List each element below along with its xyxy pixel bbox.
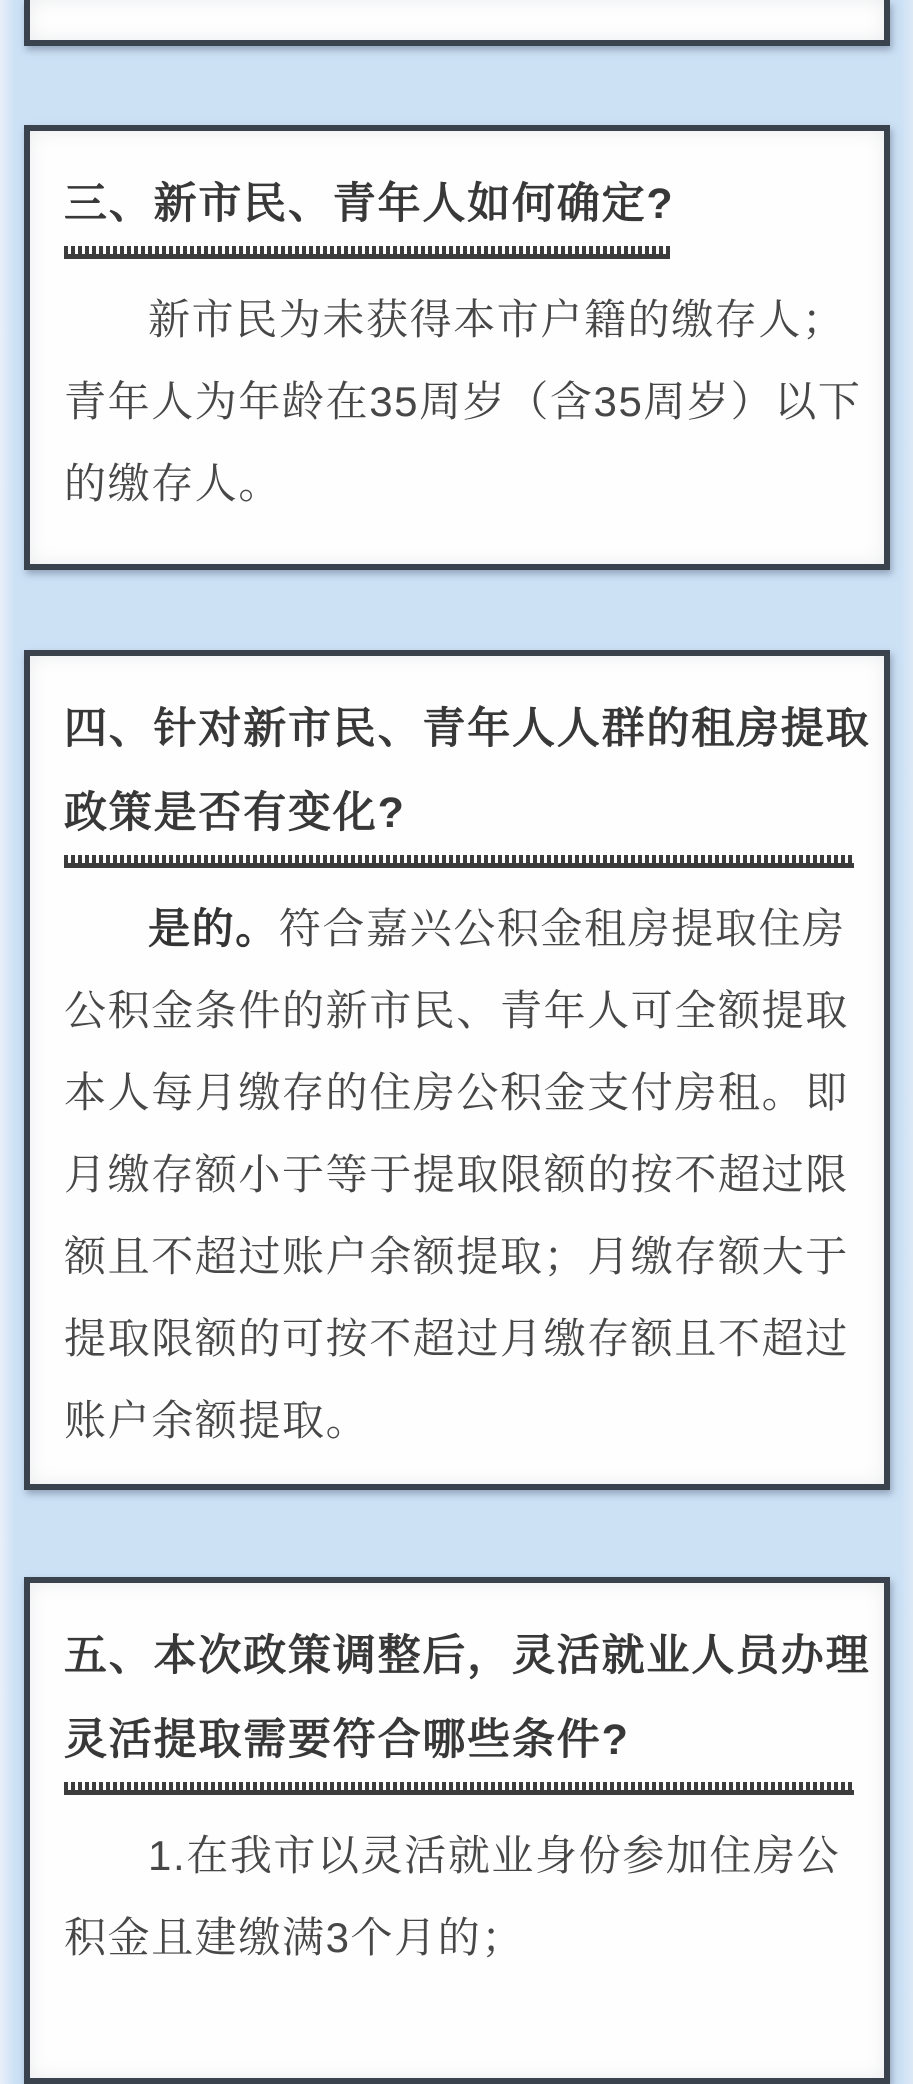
qa-card-section-5 xyxy=(24,1577,890,2084)
section-3-body-text: 新市民为未获得本市户籍的缴存人；青年人为年龄在35周岁（含35周岁）以下的缴存人。 xyxy=(64,296,862,507)
section-5-body xyxy=(64,1815,874,1979)
qa-card-section-3 xyxy=(24,125,890,570)
section-5-title: 五、本次政策调整后，灵活就业人员办理灵活提取需要符合哪些条件? xyxy=(64,1632,871,1764)
section-4-title: 四、针对新市民、青年人人群的租房提取政策是否有变化? xyxy=(64,705,871,837)
answer-lead: 是的。 xyxy=(148,905,279,952)
title-underline xyxy=(64,1782,854,1795)
qa-card-partial-top xyxy=(24,0,890,46)
section-3-title: 三、新市民、青年人如何确定? xyxy=(64,180,675,228)
section-4-body-text: 符合嘉兴公积金租房提取住房公积金条件的新市民、青年人可全额提取本人每月缴存的住房公积金支付房租。即月缴存额小于等于提取限额的按不超过限额且不超过账户余额提取；月缴存额大于提取限额的可按不超过月缴存额且不超过账户余额提取。 xyxy=(64,905,849,1444)
qa-card-section-4 xyxy=(24,650,890,1490)
title-underline xyxy=(64,246,670,259)
section-3-body xyxy=(64,279,874,525)
title-underline xyxy=(64,855,854,868)
section-4-body xyxy=(64,888,874,1462)
section-5-body-text: 1.在我市以灵活就业身份参加住房公积金且建缴满3个月的； xyxy=(64,1832,841,1961)
